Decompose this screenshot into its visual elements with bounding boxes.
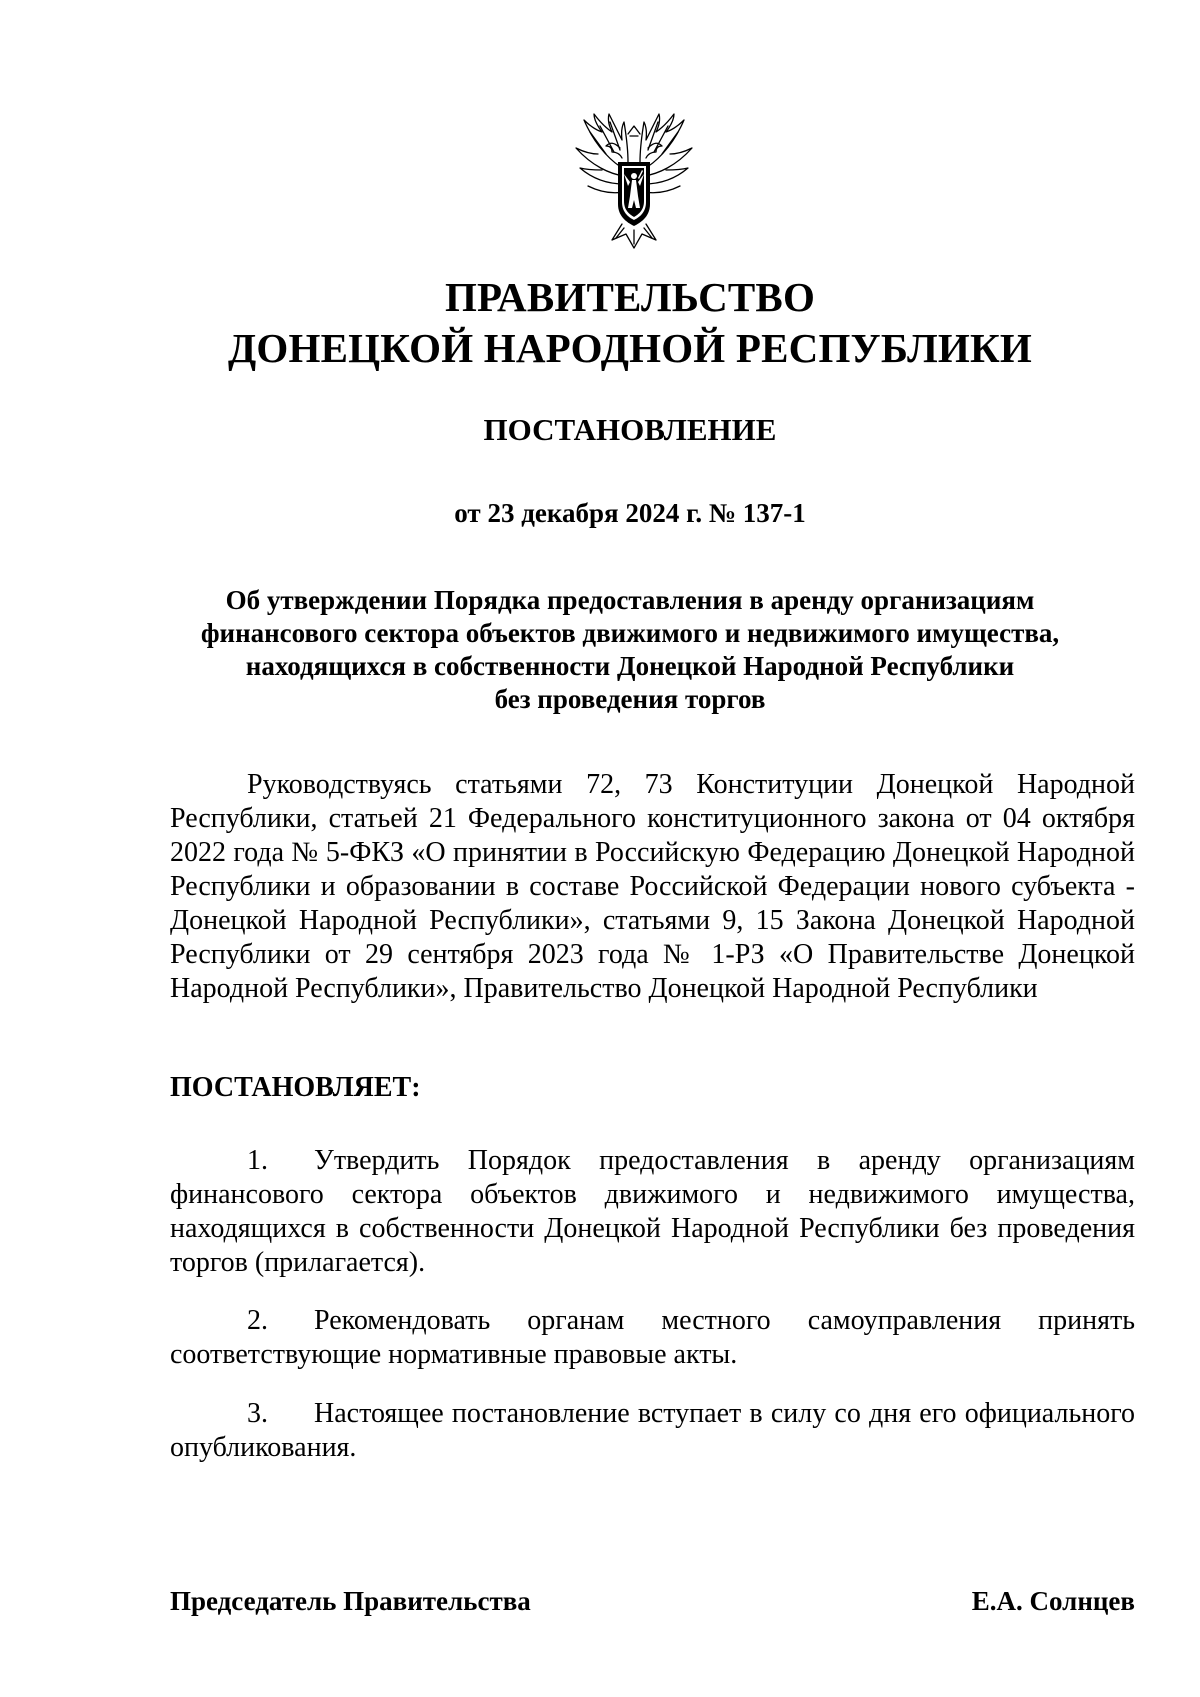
item-number: 3. xyxy=(247,1398,268,1429)
subject-line-3: находящихся в собственности Донецкой Народной Республики xyxy=(245,651,1015,681)
item-text: Настоящее постановление вступает в силу со дня его официального опубликования. xyxy=(170,1398,1135,1463)
document-subject xyxy=(170,584,1090,716)
document-type: ПОСТАНОВЛЕНИЕ xyxy=(483,412,777,447)
item-number: 2. xyxy=(247,1305,268,1336)
double-headed-eagle-coat-of-arms-icon xyxy=(566,112,702,252)
resolution-item-2 xyxy=(170,1304,1135,1372)
resolution-item-3 xyxy=(170,1397,1135,1465)
resolution-item-1 xyxy=(170,1144,1135,1280)
subject-line-2: финансового сектора объектов движимого и недвижимого имущества, xyxy=(200,618,1060,648)
item-text: Утвердить Порядок предоставления в аренду организациям финансового сектора объектов движимого и недвижимого имущества, находящихся в собственности Донецкой Народной Республики без проведения торгов (прилагается). xyxy=(170,1145,1135,1278)
government-title-line-1: ПРАВИТЕЛЬСТВО xyxy=(444,274,816,320)
resolves-heading: ПОСТАНОВЛЯЕТ: xyxy=(170,1072,421,1103)
preamble-paragraph: Руководствуясь статьями 72, 73 Конституции Донецкой Народной Республики, статьей 21 Федерального конституционного закона от 04 октября 2022 года № 5-ФКЗ «О принятии в Российскую Федерацию Донецкой Народной Республики и образовании в составе Российской Федерации нового субъекта - Донецкой Народной Республики», статьями 9, 15 Закона Донецкой Народной Республики от 29 сентября 2023 года № 1-РЗ «О Правительстве Донецкой Народной Республики», Правительство Донецкой Народной Республики xyxy=(170,769,1135,1004)
government-title xyxy=(170,272,1090,374)
subject-line-1: Об утверждении Порядка предоставления в аренду организациям xyxy=(225,585,1035,615)
subject-line-4: без проведения торгов xyxy=(494,684,766,714)
government-title-line-2: ДОНЕЦКОЙ НАРОДНОЙ РЕСПУБЛИКИ xyxy=(228,325,1032,371)
signatory-name: Е.А. Солнцев xyxy=(971,1586,1135,1616)
item-number: 1. xyxy=(247,1145,268,1176)
document-date-number: от 23 декабря 2024 г. № 137-1 xyxy=(454,498,806,528)
signatory-position: Председатель Правительства xyxy=(170,1586,531,1616)
item-text: Рекомендовать органам местного самоуправления принять соответствующие нормативные правовые акты. xyxy=(170,1305,1135,1370)
